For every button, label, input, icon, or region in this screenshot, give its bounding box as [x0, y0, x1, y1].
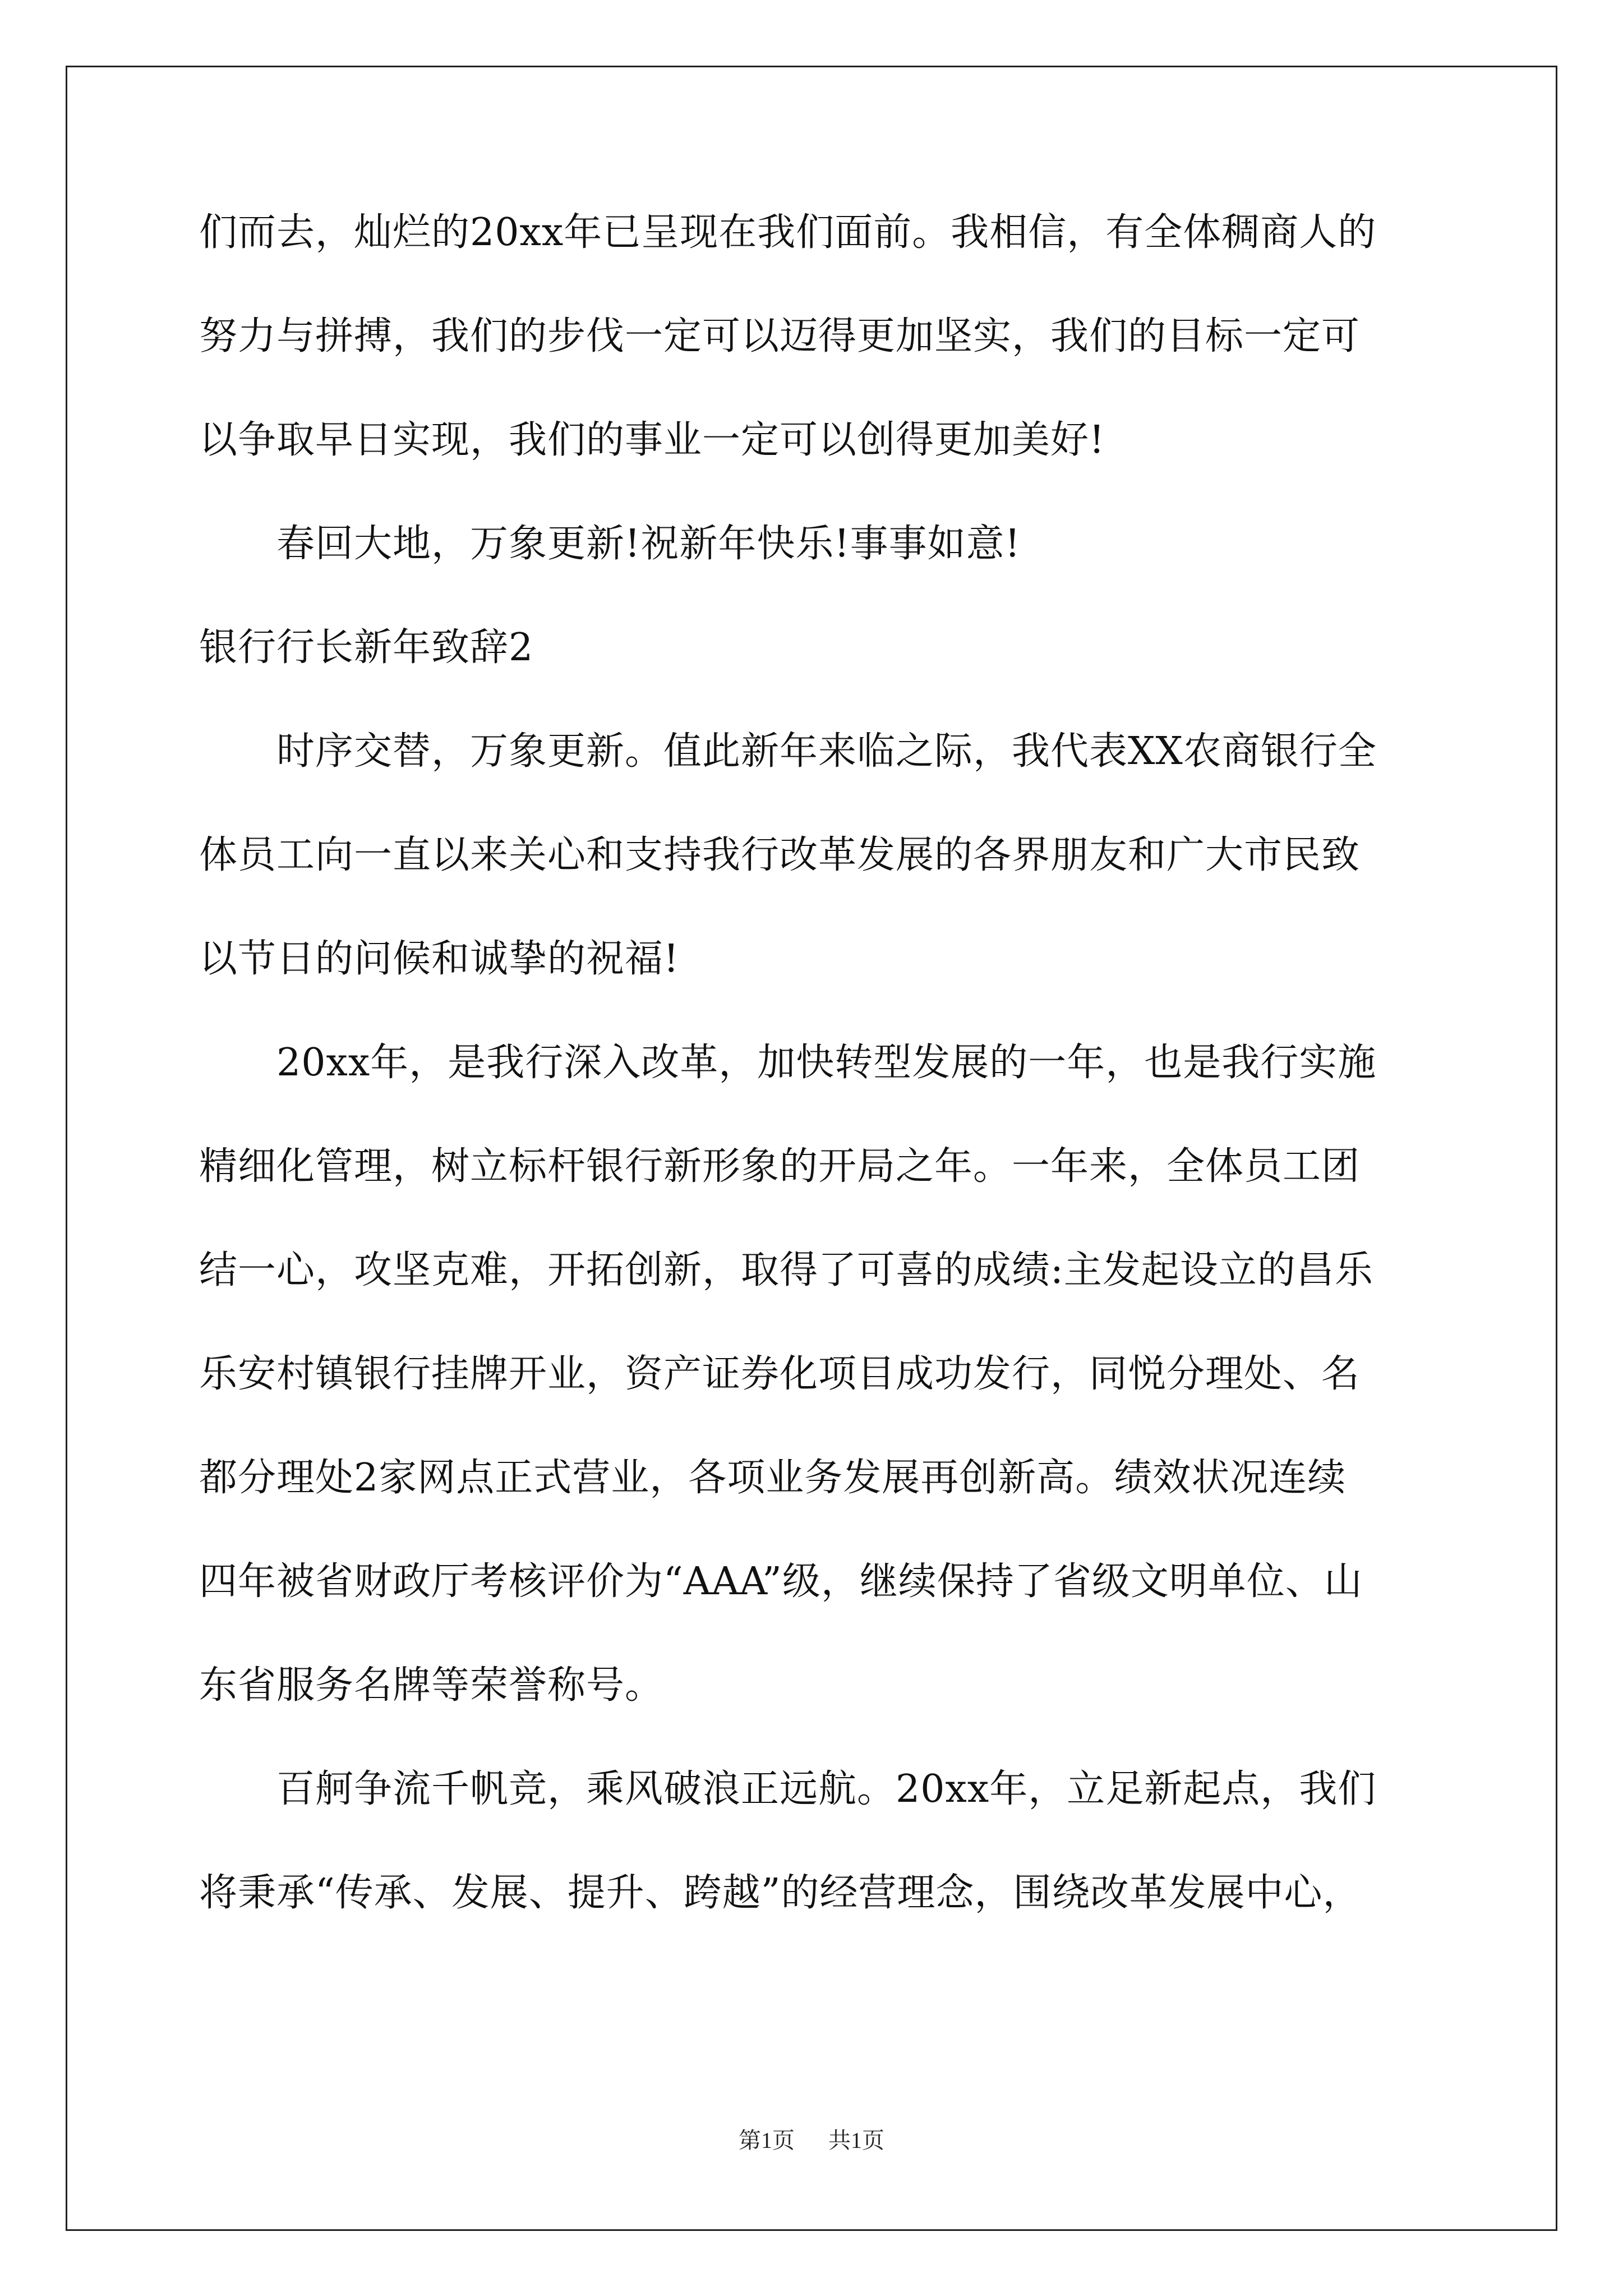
text-line: 以争取早日实现，我们的事业一定可以创得更加美好! [199, 418, 1105, 462]
text-line: 将秉承“传承、发展、提升、跨越”的经营理念，围绕改革发展中心， [199, 1871, 1362, 1915]
text-line: 们而去，灿烂的20xx年已呈现在我们面前。我相信，有全体稠商人的 [199, 210, 1377, 255]
text-line: 春回大地，万象更新!祝新年快乐!事事如意! [199, 522, 1021, 566]
text-line: 体员工向一直以来关心和支持我行改革发展的各界朋友和广大市民致 [199, 833, 1361, 877]
text-line: 都分理处2家网点正式营业，各项业务发展再创新高。绩效状况连续 [199, 1456, 1347, 1500]
page-footer [0, 2124, 1623, 2157]
text-line: 东省服务名牌等荣誉称号。 [199, 1663, 664, 1708]
text-line: 四年被省财政厅考核评价为“AAA”级，继续保持了省级文明单位、山 [199, 1559, 1363, 1604]
page-number: 第1页 [739, 2128, 795, 2153]
section-heading: 银行行长新年致辞2 [199, 625, 534, 670]
text-line: 20xx年，是我行深入改革，加快转型发展的一年，也是我行实施 [199, 1041, 1377, 1085]
text-line: 时序交替，万象更新。值此新年来临之际，我代表XX农商银行全 [199, 729, 1377, 774]
text-line: 努力与拼搏，我们的步伐一定可以迈得更加坚实，我们的目标一定可 [199, 314, 1361, 358]
text-line: 结一心，攻坚克难，开拓创新，取得了可喜的成绩:主发起设立的昌乐 [199, 1248, 1373, 1292]
text-line: 百舸争流千帆竞，乘风破浪正远航。20xx年，立足新起点，我们 [199, 1767, 1377, 1811]
text-line: 乐安村镇银行挂牌开业，资产证券化项目成功发行，同悦分理处、名 [199, 1352, 1361, 1396]
page-total: 共1页 [828, 2128, 884, 2153]
text-line: 以节日的问候和诚挚的祝福! [199, 937, 680, 981]
text-line: 精细化管理，树立标杆银行新形象的开局之年。一年来，全体员工团 [199, 1144, 1361, 1189]
